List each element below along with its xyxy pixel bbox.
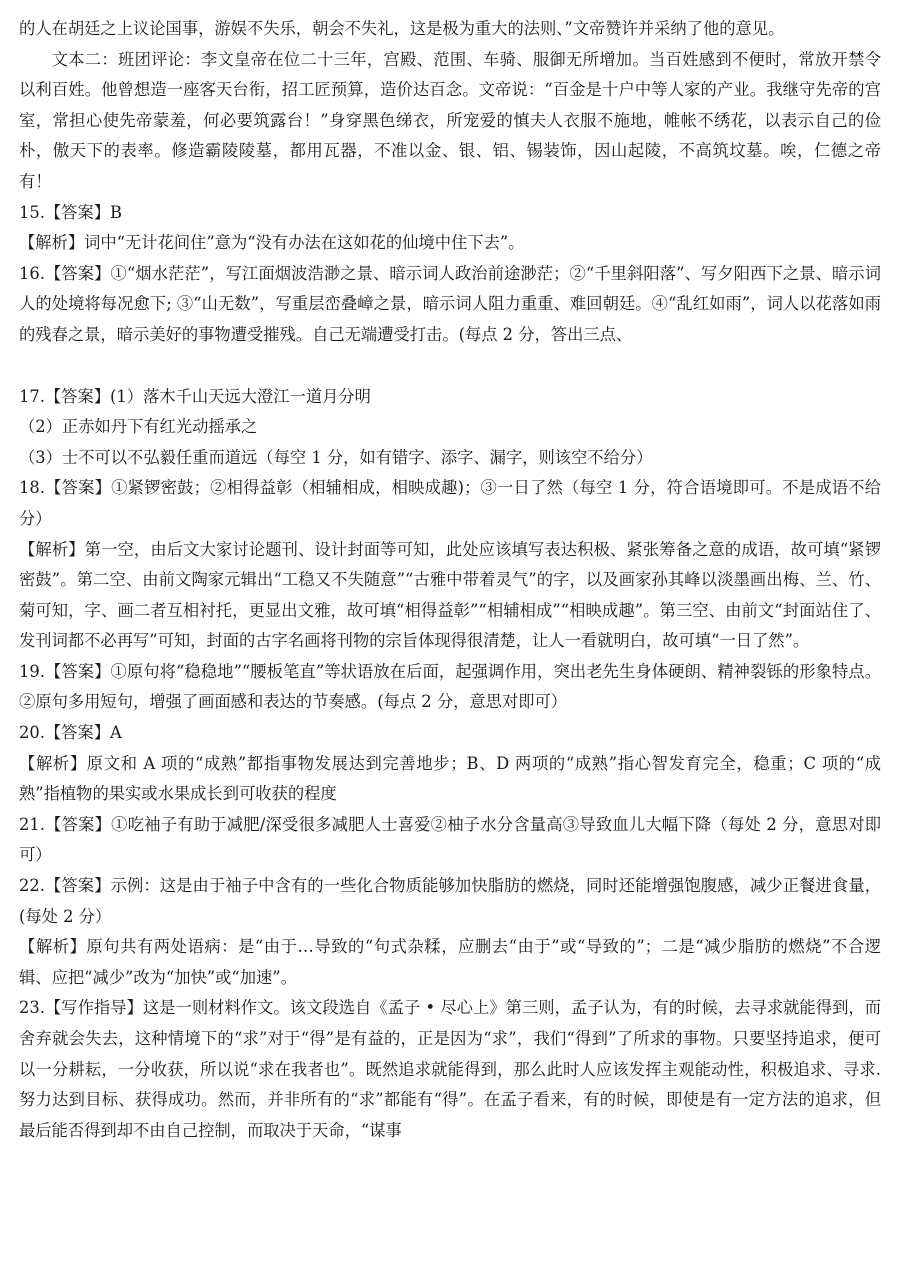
answer-22: 22.【答案】示例：这是由于袖子中含有的一些化合物质能够加快脂肪的燃烧，同时还能增强饱腹感，减少正餐进食量，(每处 2 分）	[19, 876, 881, 926]
answer-17-part-1: 17.【答案】(1）落木千山天远大澄江一道月分明	[19, 386, 371, 406]
answer-20: 20.【答案】A	[19, 723, 122, 743]
answer-18: 18.【答案】①紧锣密鼓；②相得益彰（相辅相成，相映成趣)；③一日了然（每空 1 分，符合语境即可。不是成语不给分）	[19, 478, 881, 528]
answer-17-part-3: （3）士不可以不弘毅任重而道远（每空 1 分，如有错字、添字、漏字，则该空不给分）	[19, 447, 653, 467]
answer-17-part-2: （2）正赤如丹下有红光动摇承之	[19, 417, 258, 437]
paragraph-text-2-ban-gu-comment: 文本二：班团评论：李文皇帝在位二十三年，宫殿、范围、车骑、服御无所增加。当百姓感到不便时，常放开禁令以利百姓。他曾想造一座客天台衔，招工匠预算，造价达百念。文帝说：“百金是十户中等人家的产业。我继守先帝的宫室，常担心使先帝蒙羞，何必要筑露台！”身穿黑色绨衣，所宠爱的慎夫人衣服不施地，帷帐不绣花，以表示自己的俭朴，傲天下的表率。修造霸陵陵墓，都用瓦器，不准以金、银、铝、锡装饰，因山起陵，不高筑坟墓。唉，仁德之帝有！	[19, 49, 881, 191]
analysis-18: 【解析】第一空，由后文大家讨论题刊、设计封面等可知，此处应该填写表达积极、紧张筹备之意的成语，故可填“紧锣密鼓”。第二空、由前文陶家元辑出“工稳又不失随意”“古雅中带着灵气”的字，以及画家孙其峰以淡墨画出梅、兰、竹、菊可知，字、画二者互相衬托，更显出文雅，故可填“相得益彰”“相辅相成”“相映成趣”。第三空、由前文“封面站住了、发刊词都不必再写”可知，封面的古字名画将刊物的宗旨体现得很清楚，让人一看就明白，故可填“一日了然”。	[19, 539, 881, 651]
writing-guide-23: 23.【写作指导】这是一则材料作文。该文段选自《孟子 • 尽心上》第三则，孟子认为，有的时候，去寻求就能得到，而舍弃就会失去，这种情境下的“求”对于“得”是有益的，正是因为“求”，我们“得到”了所求的事物。只要坚持追求，便可以一分耕耘，一分收获，所以说“求在我者也”。既然追求就能得到，那么此时人应该发挥主观能动性，积极追求、寻求.努力达到目标、获得成功。然而，并非所有的“求”都能有“得”。在孟子看来，有的时候，即使是有一定方法的追求，但最后能否得到却不由自己控制，而取决于天命，“谋事	[19, 998, 881, 1140]
answer-21: 21.【答案】①吃袖子有助于减肥/深受很多减肥人士喜爱②柚子水分含量高③导致血儿大幅下降（每处 2 分，意思对即可）	[19, 814, 881, 865]
answer-15: 15.【答案】B	[19, 202, 122, 222]
answer-19: 19.【答案】①原句将“稳稳地”“腰板笔直”等状语放在后面，起强调作用，突出老先生身体硬朗、精神裂铄的形象特点。②原句多用短句，增强了画面感和表达的节奏感。(每点 2 分，意思对即可）	[19, 661, 881, 712]
paragraph-text-1-continuation: 的人在胡廷之上议论国事，游娱不失乐，朝会不失礼，这是极为重大的法则、”文帝赞许并采纳了他的意见。	[19, 19, 785, 38]
analysis-22: 【解析】原句共有两处语病：是“由于…导致的“句式杂糅，应删去“由于”或“导致的”；二是“减少脂肪的燃烧”不合逻辑、应把“减少”改为“加快”或“加速”。	[19, 937, 881, 987]
answer-16: 16.【答案】①“烟水茫茫”，写江面烟波浩渺之景、暗示词人政治前途渺茫；②“千里斜阳落”、写夕阳西下之景、暗示词人的处境将每况愈下; ③“山无数”，写重层峦叠嶂之景，暗示词人阻力重重、难回朝廷。④“乱红如雨”，词人以花落如雨的残春之景，暗示美好的事物遭受摧残。自己无端遭受打击。(每点 2 分，答出三点、	[19, 263, 881, 344]
analysis-20: 【解析】原文和 A 项的“成熟”都指事物发展达到完善地步；B、D 两项的“成熟”指心智发育完全，稳重；C 项的“成熟”指植物的果实或水果成长到可收获的程度	[19, 753, 881, 804]
analysis-15: 【解析】词中“无计花间住”意为“没有办法在这如花的仙境中住下去”。	[19, 233, 525, 253]
